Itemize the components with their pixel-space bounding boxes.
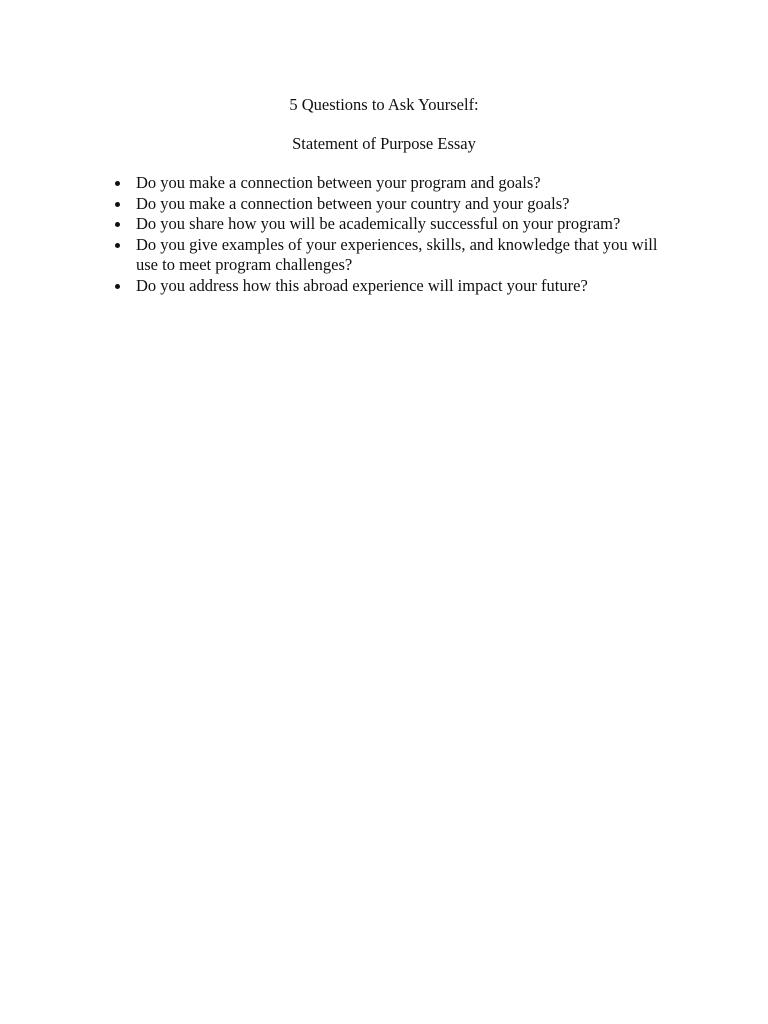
document-subtitle: Statement of Purpose Essay bbox=[292, 134, 476, 153]
question-list bbox=[112, 173, 672, 296]
document-title: 5 Questions to Ask Yourself: bbox=[289, 95, 479, 114]
list-item bbox=[112, 276, 672, 297]
question-text: Do you share how you will be academically successful on your program? bbox=[136, 214, 621, 233]
question-text: Do you make a connection between your program and goals? bbox=[136, 173, 541, 192]
list-item bbox=[112, 173, 672, 194]
list-item bbox=[112, 194, 672, 215]
question-text: Do you address how this abroad experience will impact your future? bbox=[136, 275, 588, 295]
question-text: Do you give examples of your experiences, skills, and knowledge that you will use to meet program challenges? bbox=[136, 234, 658, 274]
bullet-icon bbox=[115, 202, 120, 207]
bullet-icon bbox=[115, 181, 120, 186]
list-item bbox=[112, 235, 672, 276]
bullet-icon bbox=[115, 222, 120, 227]
bullet-icon bbox=[115, 284, 120, 289]
list-item bbox=[112, 214, 672, 235]
question-text: Do you make a connection between your country and your goals? bbox=[136, 193, 570, 213]
bullet-icon bbox=[115, 243, 120, 248]
